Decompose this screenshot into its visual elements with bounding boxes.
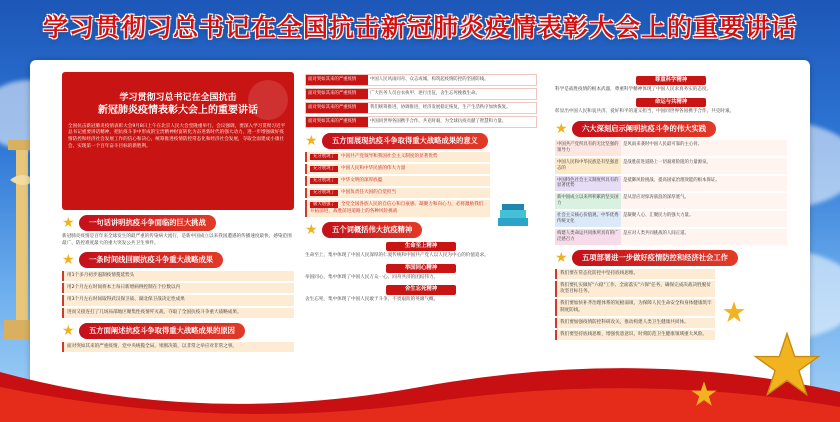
reason-row: 面对突如其来的严重疫情，党中央统揽全局、果断决策，以非常之举应对非常之事。	[62, 342, 294, 352]
spirit-text: 科学是战胜疫情的根本武器，尊重科学精神体现了中国人民求真务实的态度。	[555, 87, 712, 93]
significance-text: 中国负责任大国的自觉担当	[340, 190, 397, 196]
insight-row	[555, 140, 787, 156]
star-icon: ★	[305, 132, 318, 149]
section6-heading: 六大深刻启示阐明抗疫斗争的伟大实践	[572, 121, 716, 137]
timeline-row: 用1个多月初步遏制疫情蔓延势头	[62, 271, 294, 281]
significance-text: 中华文明的深厚底蕴	[340, 177, 383, 183]
insight-label: 新中国成立以来所积累的坚实国力	[557, 195, 619, 207]
significance-row	[305, 152, 490, 162]
gold-star-icon	[722, 300, 746, 324]
insight-text: 是战胜前进道路上一切艰难险阻的力量源泉。	[621, 158, 787, 174]
timeline-row: 进而又接连打了几场局部地区聚集性疫情歼灭战，夺取了全国抗疫斗争重大战略成果。	[62, 308, 294, 318]
star-icon: ★	[555, 249, 568, 266]
section1-text: 新冠肺炎疫情是百年来全球发生的最严重的传染病大流行，是新中国成立以来我国遭遇的传播速度最快、感染范围最广、防控难度最大的重大突发公共卫生事件。	[62, 233, 292, 246]
section-heading	[62, 215, 294, 231]
section-heading	[62, 252, 294, 268]
fist-emblem-icon	[248, 80, 288, 120]
spirit-text: 彰显出中国人民和衷共济、爱好和平的道义担当，中国同世界各国携手合作、共克时艰。	[555, 109, 735, 115]
reason-row	[305, 116, 537, 128]
insight-text: 是从容应对惊涛骇浪的深厚底气。	[621, 193, 787, 209]
section-heading	[305, 133, 537, 149]
reason-row	[305, 102, 537, 114]
intro-body: 全国抗击新冠肺炎疫情表彰大会9月8日上午在北京人民大会堂隆重举行。会议强调，要深入学习贯彻习近平总书记重要讲话精神，把抗疫斗争中形成的宝贵精神财富转化为奋进新时代的强大动力，进一步增强做好疫情防控和经济社会发展工作的信心和决心，统筹推进疫情防控常态化和经济社会发展，夺取全面建成小康社会、实现第一个百年奋斗目标的新胜利。	[68, 123, 286, 149]
section5-heading: 五个词概括伟大抗疫精神	[322, 222, 422, 238]
insight-row	[555, 229, 787, 245]
insight-text: 是凝聚人心、汇聚民力的强大力量。	[621, 211, 787, 227]
significance-text: 中国共产党领导和我国社会主义制度的显著优势	[340, 153, 438, 159]
deployment-list	[555, 269, 715, 340]
reason-row	[305, 88, 537, 100]
significance-tag: 充分展现了	[310, 166, 338, 172]
insight-label: 构建人类命运共同体所具有的广泛感召力	[557, 231, 619, 243]
insight-row	[555, 158, 787, 174]
spirit-label: 举国同心精神	[386, 264, 456, 273]
section3-heading: 五方面阐述抗疫斗争取得重大战略成果的原因	[79, 323, 245, 339]
star-icon: ★	[62, 322, 75, 339]
insight-row	[555, 211, 787, 227]
deployment-item: 我们要在常态化防控中坚持底线思维。	[555, 269, 715, 279]
reason-tag: 面对突如其来的严重疫情	[306, 75, 368, 85]
significance-text: 全党全国各族人民的自信心和自豪感、凝聚力和向心力，必将激励我们开拓前进，战胜前进道路上的各种风险挑战	[310, 202, 484, 214]
page-title: 学习贯彻习总书记在全国抗击新冠肺炎疫情表彰大会上的重要讲话	[42, 13, 797, 42]
section-heading	[555, 121, 787, 137]
reason-text: 广大医务人员白衣执甲、逆行出征，舍生忘死挽救生命。	[370, 90, 480, 96]
significance-tag: 极大增强了	[310, 202, 338, 208]
reason-tag: 面对突如其来的严重疫情	[306, 103, 368, 113]
timeline-row: 用3个月左右时间取得武汉保卫战、湖北保卫战决定性成果	[62, 295, 294, 305]
spirit-label: 命运与共精神	[636, 98, 706, 107]
deployment-item: 我们要坚持底线思维，增强忧患意识，时刻防范卫生健康领域重大风险。	[555, 330, 715, 340]
star-icon: ★	[555, 120, 568, 137]
significance-text: 中国人民和中华民族的伟大力量	[340, 165, 406, 171]
reason-text: 我们统筹推进、协调推进，经济发展稳定恢复，生产生活秩序加快恢复。	[370, 104, 511, 110]
significance-list	[305, 152, 490, 217]
insight-text: 是应对人类共同挑战的人间正道。	[621, 229, 787, 245]
deployment-item: 我们要扎实做好"六稳"工作、全面落实"六保"任务，确保完成决战决胜脱贫攻坚目标任务。	[555, 281, 715, 297]
books-icon	[496, 204, 530, 230]
section4-heading: 五方面展现抗疫斗争取得重大战略成果的意义	[322, 133, 488, 149]
reason-tag: 面对突如其来的严重疫情	[306, 117, 368, 127]
star-icon: ★	[305, 221, 318, 238]
spirit-label: 生命至上精神	[386, 242, 456, 251]
section2-heading: 一条时间线回顾抗疫斗争重大战略成果	[79, 252, 223, 268]
spirit-label: 舍生忘死精神	[386, 285, 456, 294]
column-right	[555, 72, 787, 342]
spirit-text: 舍生忘死，集中体现了中国人民敢于斗争、不畏艰险的英雄气概。	[305, 296, 439, 302]
insight-text: 是风雨来袭时中国人民最可靠的主心骨。	[621, 140, 787, 156]
section7-heading: 五项部署进一步做好疫情防控和经济社会工作	[572, 250, 738, 266]
deployment-item: 我们要加强疫情防控科研攻关，推动构建人类卫生健康共同体。	[555, 318, 715, 328]
insight-label: 中国特色社会主义制度所具有的显著优势	[557, 177, 619, 189]
significance-tag: 充分展现了	[310, 190, 338, 196]
reason-row	[305, 74, 537, 86]
significance-tag: 充分展现了	[310, 178, 338, 184]
significance-row	[305, 176, 490, 186]
significance-row	[305, 164, 490, 174]
section1-heading: 一句话讲明抗疫斗争面临的巨大挑战	[79, 215, 216, 231]
significance-row	[305, 200, 490, 216]
insight-row	[555, 193, 787, 209]
insight-label: 社会主义核心价值观、中华优秀传统文化	[557, 213, 619, 225]
star-icon: ★	[62, 214, 75, 231]
significance-row	[305, 188, 490, 198]
gold-star-icon	[752, 330, 822, 400]
reason-text: 中国同世界各国携手合作、共克时艰，为全球抗疫贡献了智慧和力量。	[370, 118, 507, 124]
column-left	[62, 72, 294, 354]
deployment-item: 我们要加快补齐治理体系的短板弱项，为保障人民生命安全和身体健康筑牢制度防线。	[555, 299, 715, 315]
star-icon: ★	[62, 252, 75, 269]
spirit-text: 生命至上，集中体现了中国人民深厚的仁爱传统和中国共产党人以人民为中心的价值追求。	[305, 252, 489, 258]
intro-box	[62, 72, 294, 210]
intro-title-line1: 学习贯彻习总书记在全国抗击	[119, 93, 237, 103]
intro-title-line2: 新冠肺炎疫情表彰大会上的重要讲话	[98, 105, 258, 117]
insight-row	[555, 176, 787, 192]
timeline-row: 用2个月左右时间将本土每日新增病例控制在个位数以内	[62, 283, 294, 293]
significance-tag: 充分展现了	[310, 154, 338, 160]
column-middle	[305, 72, 537, 303]
spirit-label: 尊重科学精神	[636, 76, 706, 85]
insight-label: 中国人民和中华民族是有坚强意志的	[557, 159, 619, 171]
spirit-text: 举国同心，集中体现了中国人民万众一心、同舟共济的团结伟力。	[305, 274, 439, 280]
section-heading	[62, 323, 294, 339]
insight-label: 中国共产党所具有的无比坚强的领导力	[557, 141, 619, 153]
section-heading	[555, 250, 787, 266]
reason-tag: 面对突如其来的严重疫情	[306, 89, 368, 99]
insight-text: 是抵御风险挑战、提高国家治理效能的根本保证。	[621, 176, 787, 192]
reason-text: 中国人民风雨同舟、众志成城，构筑起疫情防控的坚固防线。	[370, 77, 489, 82]
gold-star-icon	[690, 380, 718, 408]
